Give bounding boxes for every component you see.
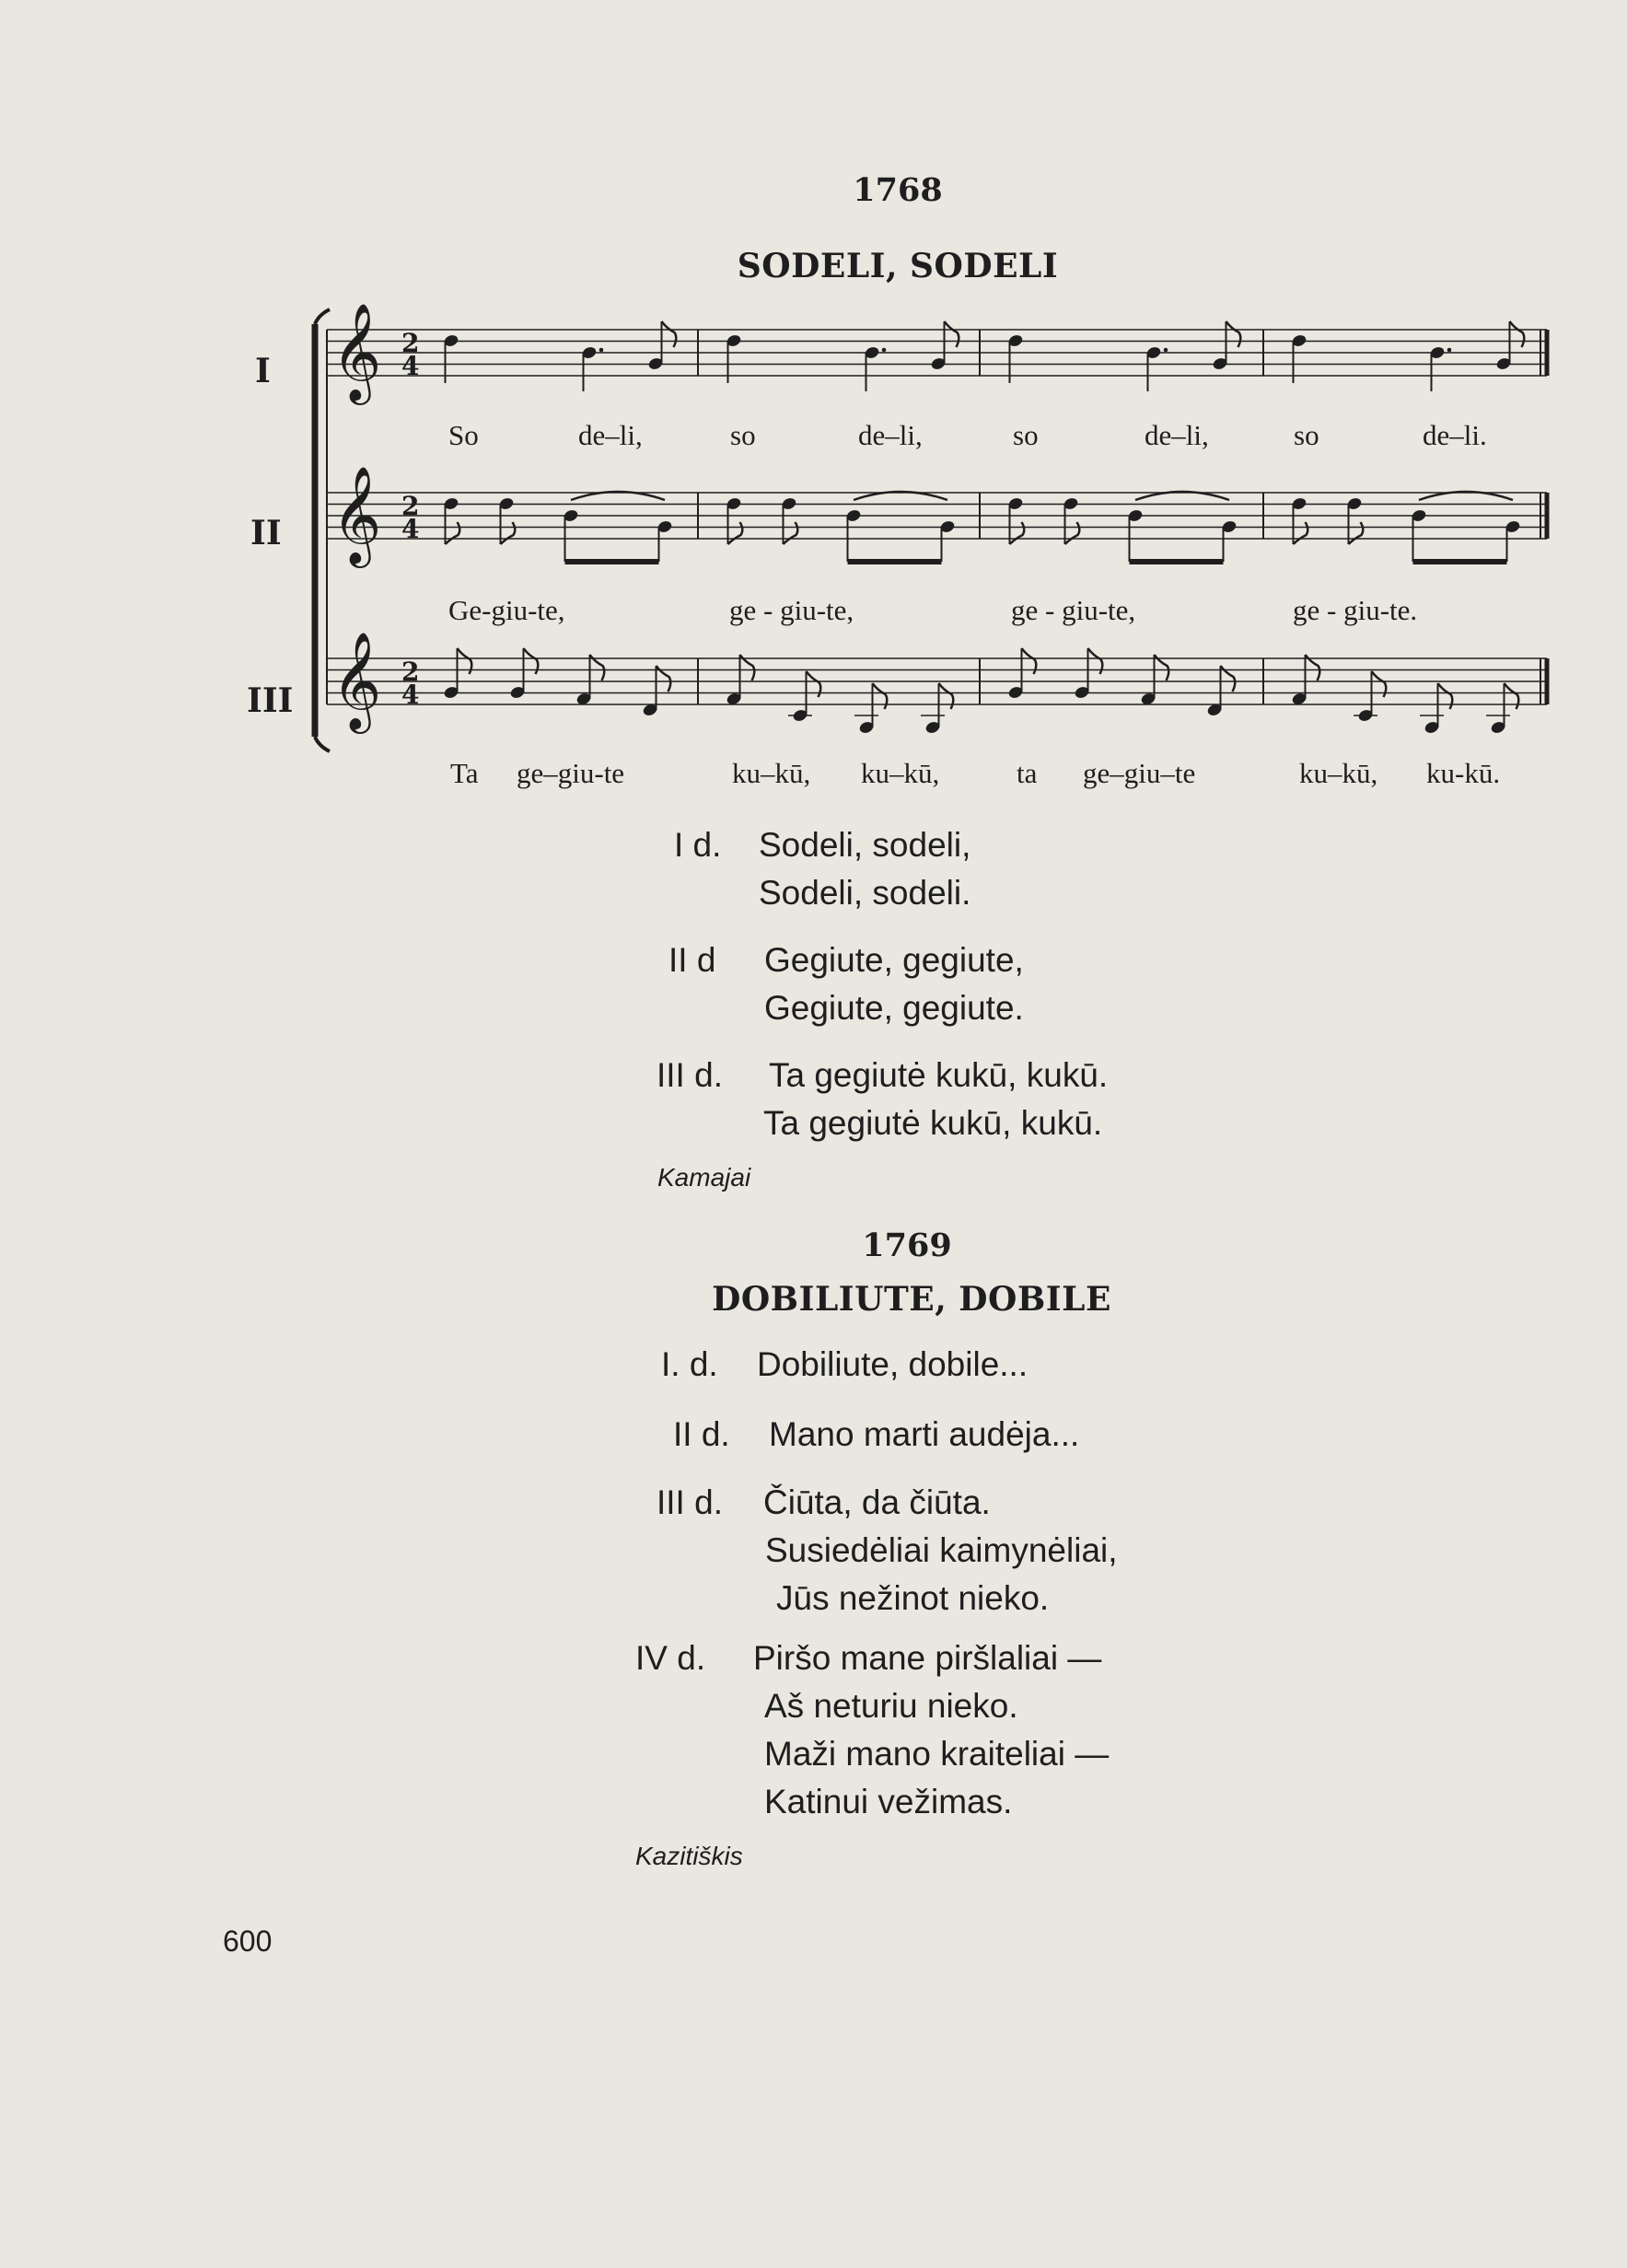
voice-label-2: II [250,514,282,552]
place-name: Kamajai [657,1163,751,1192]
verse [674,821,1319,923]
time-signature-bottom: 4 [401,351,420,381]
music-score [0,0,1627,829]
verse-label: III d. [657,1056,723,1094]
verse [635,1634,1372,1837]
flag [728,522,743,544]
lyric: de–li, [858,419,923,451]
lyric: ge–giu–te [1083,757,1196,789]
lyric: de–li, [578,419,643,451]
lyric: de–li. [1423,419,1487,451]
flag [1349,522,1364,544]
time-signatures [401,328,419,710]
verse-label: II d [668,941,716,979]
verse-line: Gegiute, gegiute, [764,941,1024,979]
verse-line: Ta gegiutė kukū, kukū. [763,1104,1103,1142]
time-signature-top: 2 [401,491,420,521]
flag [501,522,516,544]
lyric: ta [1017,757,1038,789]
lyric: de–li, [1145,419,1209,451]
flag [1510,321,1525,347]
flag [1065,522,1080,544]
verse-label: II d. [673,1415,730,1453]
song-title: DOBILIUTE, DOBILE [712,1280,1111,1319]
lyric: Ta [450,757,479,789]
flag [662,321,677,347]
verse-label: III d. [657,1483,723,1521]
verse-line: Sodeli, sodeli. [759,874,971,912]
lyric: ku-kū. [1426,757,1501,789]
verse [673,1411,1318,1461]
flag [1010,522,1025,544]
flag [945,321,959,347]
verse [668,936,1313,1038]
lyric: ge - giu-te, [1011,594,1136,626]
flag [1226,321,1241,347]
verse-line: Dobiliute, dobile... [757,1345,1028,1383]
notes [443,321,1524,735]
lyric: Ge-giu-te, [448,594,565,626]
lyric: ge–giu-te [517,757,625,789]
song-number: 1768 [853,171,943,209]
dot [599,348,604,353]
dot [1447,348,1452,353]
dot [882,348,887,353]
treble-clef-icon: 𝄞 [331,631,382,729]
lyric: ge - giu-te. [1293,594,1418,626]
bracket-hook [315,309,330,324]
lyric: ge - giu-te, [729,594,854,626]
bracket-hook [315,737,330,751]
verse-line: Mano marti audėja... [769,1415,1080,1453]
time-signature-bottom: 4 [401,680,420,710]
verse-line: Katinui vežimas. [764,1783,1013,1820]
lyric: ku–kū, [732,757,811,789]
flag [446,522,460,544]
verse-line: Aš neturiu nieko. [764,1687,1018,1725]
verse-label: I. d. [661,1345,718,1383]
lyric: so [1294,419,1319,451]
verse-line: Ta gegiutė kukū, kukū. [769,1056,1109,1094]
verse-line: Čiūta, da čiūta. [763,1483,991,1521]
song-title: SODELI, SODELI [737,247,1059,285]
verse-line: Maži mano kraiteliai — [764,1735,1110,1773]
verse-label: IV d. [635,1639,706,1677]
verse-line: Sodeli, sodeli, [759,826,971,864]
verse [657,1479,1393,1626]
verse-line: Jūs nežinot nieko. [776,1579,1050,1617]
time-signature-top: 2 [401,328,420,358]
flag [784,522,798,544]
verse-label: I d. [674,826,722,864]
time-signature-top: 2 [401,657,420,687]
lyric: so [1013,419,1039,451]
flag [1294,522,1308,544]
lyric: ku–kū, [1299,757,1378,789]
time-signature-bottom: 4 [401,514,420,544]
treble-clef-icon: 𝄞 [331,465,382,564]
song-number: 1769 [862,1227,952,1264]
place-name: Kazitiškis [635,1842,743,1870]
verse-line: Susiedėliai kaimynėliai, [765,1531,1118,1569]
lyric: ku–kū, [861,757,940,789]
page-number: 600 [223,1925,273,1958]
voice-label-3: III [247,681,294,720]
treble-clefs [331,302,381,734]
lyric: So [448,419,479,451]
verse [657,1052,1393,1153]
verse-line: Gegiute, gegiute. [764,989,1024,1027]
lyric: so [730,419,756,451]
verse [661,1341,1306,1391]
treble-clef-icon: 𝄞 [331,302,382,401]
dot [1164,348,1168,353]
verse-line: Piršo mane piršlaliai — [753,1639,1102,1677]
voice-label-1: I [255,352,271,390]
